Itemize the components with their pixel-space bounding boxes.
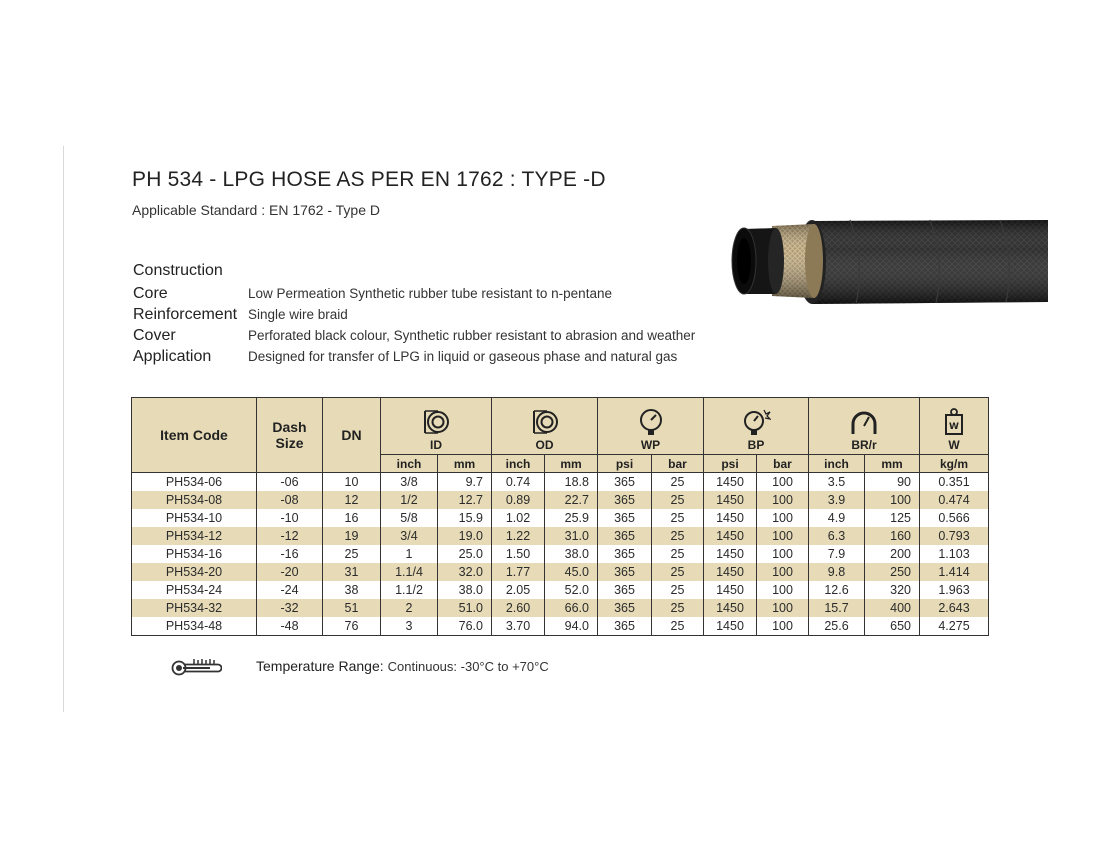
- table-row: [132, 509, 989, 527]
- cell-br-mm: 250: [865, 563, 920, 581]
- cell-bp-psi: 1450: [704, 527, 757, 545]
- cell-dn: 25: [323, 545, 381, 563]
- cell-br-mm: 200: [865, 545, 920, 563]
- spec-table: [131, 397, 989, 636]
- cell-id-inch: 1.1/2: [381, 581, 438, 599]
- cell-wp-bar: 25: [652, 563, 704, 581]
- construction-heading: Construction: [133, 262, 223, 279]
- construction-row-cover: [133, 325, 695, 346]
- cell-wp-bar: 25: [652, 509, 704, 527]
- cell-id-mm: 25.0: [438, 545, 492, 563]
- cell-br-mm: 320: [865, 581, 920, 599]
- cell-od-mm: 25.9: [545, 509, 598, 527]
- cell-dash-size: -08: [257, 491, 323, 509]
- header-w: [920, 398, 989, 455]
- header-item-code: Item Code: [132, 398, 257, 473]
- cell-br-inch: 9.8: [809, 563, 865, 581]
- unit-cell: psi: [704, 455, 757, 473]
- cell-od-inch: 2.60: [492, 599, 545, 617]
- unit-cell: inch: [381, 455, 438, 473]
- cell-item-code: PH534-06: [132, 473, 257, 492]
- unit-cell: kg/m: [920, 455, 989, 473]
- cell-dash-size: -24: [257, 581, 323, 599]
- burst-gauge-icon: [741, 408, 771, 436]
- cell-dn: 19: [323, 527, 381, 545]
- bend-radius-icon: [849, 408, 879, 436]
- cell-br-mm: 160: [865, 527, 920, 545]
- unit-cell: psi: [598, 455, 652, 473]
- construction-row-application: [133, 346, 695, 367]
- cell-bp-bar: 100: [757, 527, 809, 545]
- table-row: [132, 545, 989, 563]
- cell-id-inch: 1: [381, 545, 438, 563]
- cell-item-code: PH534-48: [132, 617, 257, 636]
- cell-od-inch: 1.77: [492, 563, 545, 581]
- cell-br-inch: 4.9: [809, 509, 865, 527]
- table-row: [132, 491, 989, 509]
- cell-dash-size: -06: [257, 473, 323, 492]
- cell-wp-psi: 365: [598, 545, 652, 563]
- cell-weight: 0.351: [920, 473, 989, 492]
- cell-weight: 2.643: [920, 599, 989, 617]
- cell-item-code: PH534-12: [132, 527, 257, 545]
- cell-bp-bar: 100: [757, 473, 809, 492]
- cell-wp-bar: 25: [652, 581, 704, 599]
- cell-dash-size: -20: [257, 563, 323, 581]
- cell-od-inch: 0.74: [492, 473, 545, 492]
- cell-wp-bar: 25: [652, 617, 704, 636]
- cell-id-mm: 15.9: [438, 509, 492, 527]
- cell-id-mm: 12.7: [438, 491, 492, 509]
- header-id: [381, 398, 492, 455]
- cell-weight: 0.793: [920, 527, 989, 545]
- cell-weight: 4.275: [920, 617, 989, 636]
- page-title: PH 534 - LPG HOSE AS PER EN 1762 : TYPE -D: [132, 168, 606, 191]
- header-bp: [704, 398, 809, 455]
- unit-cell: mm: [545, 455, 598, 473]
- unit-cell: bar: [652, 455, 704, 473]
- id-label: ID: [430, 438, 442, 452]
- cell-wp-bar: 25: [652, 545, 704, 563]
- cell-dash-size: -48: [257, 617, 323, 636]
- cell-bp-bar: 100: [757, 617, 809, 636]
- cell-weight: 0.474: [920, 491, 989, 509]
- od-label: OD: [535, 438, 554, 452]
- cell-bp-psi: 1450: [704, 509, 757, 527]
- cell-item-code: PH534-08: [132, 491, 257, 509]
- cell-item-code: PH534-10: [132, 509, 257, 527]
- svg-text:W: W: [949, 422, 959, 432]
- cell-wp-psi: 365: [598, 527, 652, 545]
- cell-br-mm: 90: [865, 473, 920, 492]
- unit-cell: inch: [492, 455, 545, 473]
- spec-table-body: [132, 473, 989, 636]
- cell-dash-size: -10: [257, 509, 323, 527]
- cell-br-inch: 3.9: [809, 491, 865, 509]
- cell-item-code: PH534-32: [132, 599, 257, 617]
- cell-id-inch: 2: [381, 599, 438, 617]
- cell-br-inch: 15.7: [809, 599, 865, 617]
- table-row: [132, 473, 989, 492]
- temperature-value: Continuous: -30°C to +70°C: [387, 658, 549, 674]
- cell-br-inch: 12.6: [809, 581, 865, 599]
- cell-wp-bar: 25: [652, 527, 704, 545]
- cell-bp-psi: 1450: [704, 599, 757, 617]
- cell-bp-bar: 100: [757, 563, 809, 581]
- cell-od-mm: 45.0: [545, 563, 598, 581]
- cell-od-inch: 1.02: [492, 509, 545, 527]
- cell-dn: 12: [323, 491, 381, 509]
- cell-id-mm: 19.0: [438, 527, 492, 545]
- header-dash-size: Dash Size: [257, 398, 323, 473]
- cell-br-mm: 125: [865, 509, 920, 527]
- cell-dash-size: -32: [257, 599, 323, 617]
- cell-br-inch: 7.9: [809, 545, 865, 563]
- cell-od-inch: 1.50: [492, 545, 545, 563]
- cell-od-mm: 94.0: [545, 617, 598, 636]
- applicable-standard: Applicable Standard : EN 1762 - Type D: [132, 202, 381, 218]
- header-br: [809, 398, 920, 455]
- cell-wp-bar: 25: [652, 491, 704, 509]
- thermometer-icon: [170, 656, 222, 676]
- header-od: [492, 398, 598, 455]
- cell-weight: 0.566: [920, 509, 989, 527]
- cell-id-inch: 3: [381, 617, 438, 636]
- cell-dn: 10: [323, 473, 381, 492]
- cell-br-inch: 3.5: [809, 473, 865, 492]
- cell-wp-bar: 25: [652, 473, 704, 492]
- cell-br-mm: 650: [865, 617, 920, 636]
- table-row: [132, 563, 989, 581]
- cell-br-mm: 100: [865, 491, 920, 509]
- cell-dn: 76: [323, 617, 381, 636]
- temperature-label: Temperature Range:: [256, 658, 384, 674]
- cell-wp-bar: 25: [652, 599, 704, 617]
- cell-id-mm: 9.7: [438, 473, 492, 492]
- cell-br-mm: 400: [865, 599, 920, 617]
- cell-id-inch: 1/2: [381, 491, 438, 509]
- table-row: [132, 581, 989, 599]
- hose-image: [730, 216, 1048, 304]
- cell-od-mm: 18.8: [545, 473, 598, 492]
- cell-dn: 16: [323, 509, 381, 527]
- cell-id-inch: 5/8: [381, 509, 438, 527]
- cell-weight: 1.414: [920, 563, 989, 581]
- id-icon: [421, 408, 451, 436]
- cell-wp-psi: 365: [598, 581, 652, 599]
- od-icon: [530, 408, 560, 436]
- cell-id-mm: 76.0: [438, 617, 492, 636]
- cell-dn: 38: [323, 581, 381, 599]
- cell-od-mm: 22.7: [545, 491, 598, 509]
- construction-value: Low Permeation Synthetic rubber tube resistant to n-pentane: [248, 286, 612, 301]
- table-row: [132, 527, 989, 545]
- left-divider: [63, 146, 64, 712]
- cell-wp-psi: 365: [598, 599, 652, 617]
- temperature-range: [170, 656, 549, 676]
- w-label: W: [948, 438, 960, 452]
- cell-bp-bar: 100: [757, 509, 809, 527]
- cell-br-inch: 25.6: [809, 617, 865, 636]
- construction-section: [133, 262, 695, 367]
- cell-id-mm: 38.0: [438, 581, 492, 599]
- cell-od-inch: 0.89: [492, 491, 545, 509]
- cell-wp-psi: 365: [598, 491, 652, 509]
- cell-weight: 1.103: [920, 545, 989, 563]
- cell-od-mm: 52.0: [545, 581, 598, 599]
- table-row: [132, 617, 989, 636]
- cell-dash-size: -12: [257, 527, 323, 545]
- cell-bp-psi: 1450: [704, 473, 757, 492]
- table-row: [132, 599, 989, 617]
- cell-bp-bar: 100: [757, 491, 809, 509]
- cell-od-inch: 2.05: [492, 581, 545, 599]
- cell-od-mm: 31.0: [545, 527, 598, 545]
- br-label: BR/r: [851, 438, 877, 452]
- pressure-gauge-icon: [637, 408, 665, 436]
- header-dn: DN: [323, 398, 381, 473]
- cell-od-inch: 1.22: [492, 527, 545, 545]
- cell-id-inch: 3/4: [381, 527, 438, 545]
- unit-cell: mm: [865, 455, 920, 473]
- construction-row-core: [133, 283, 695, 304]
- cell-id-inch: 3/8: [381, 473, 438, 492]
- cell-bp-psi: 1450: [704, 563, 757, 581]
- cell-item-code: PH534-24: [132, 581, 257, 599]
- cell-id-mm: 32.0: [438, 563, 492, 581]
- unit-cell: mm: [438, 455, 492, 473]
- cell-wp-psi: 365: [598, 509, 652, 527]
- cell-od-mm: 66.0: [545, 599, 598, 617]
- cell-bp-bar: 100: [757, 599, 809, 617]
- construction-label: Cover: [133, 326, 176, 344]
- construction-label: Core: [133, 284, 168, 302]
- bp-label: BP: [747, 438, 765, 452]
- construction-label: Application: [133, 347, 212, 365]
- cell-od-mm: 38.0: [545, 545, 598, 563]
- cell-bp-psi: 1450: [704, 617, 757, 636]
- cell-od-inch: 3.70: [492, 617, 545, 636]
- wp-label: WP: [640, 438, 661, 452]
- construction-label: Reinforcement: [133, 305, 238, 323]
- cell-item-code: PH534-20: [132, 563, 257, 581]
- construction-value: Designed for transfer of LPG in liquid or gaseous phase and natural gas: [248, 349, 678, 364]
- cell-bp-psi: 1450: [704, 581, 757, 599]
- cell-bp-psi: 1450: [704, 491, 757, 509]
- cell-dash-size: -16: [257, 545, 323, 563]
- construction-row-reinforcement: [133, 304, 695, 325]
- cell-bp-bar: 100: [757, 581, 809, 599]
- cell-id-mm: 51.0: [438, 599, 492, 617]
- cell-weight: 1.963: [920, 581, 989, 599]
- unit-cell: inch: [809, 455, 865, 473]
- cell-dn: 31: [323, 563, 381, 581]
- construction-value: Single wire braid: [248, 307, 348, 322]
- header-wp: [598, 398, 704, 455]
- construction-value: Perforated black colour, Synthetic rubber resistant to abrasion and weather: [248, 328, 696, 343]
- weight-icon: [943, 408, 965, 436]
- cell-wp-psi: 365: [598, 563, 652, 581]
- cell-bp-bar: 100: [757, 545, 809, 563]
- cell-wp-psi: 365: [598, 617, 652, 636]
- cell-bp-psi: 1450: [704, 545, 757, 563]
- cell-id-inch: 1.1/4: [381, 563, 438, 581]
- unit-cell: bar: [757, 455, 809, 473]
- cell-dn: 51: [323, 599, 381, 617]
- cell-item-code: PH534-16: [132, 545, 257, 563]
- cell-br-inch: 6.3: [809, 527, 865, 545]
- cell-wp-psi: 365: [598, 473, 652, 492]
